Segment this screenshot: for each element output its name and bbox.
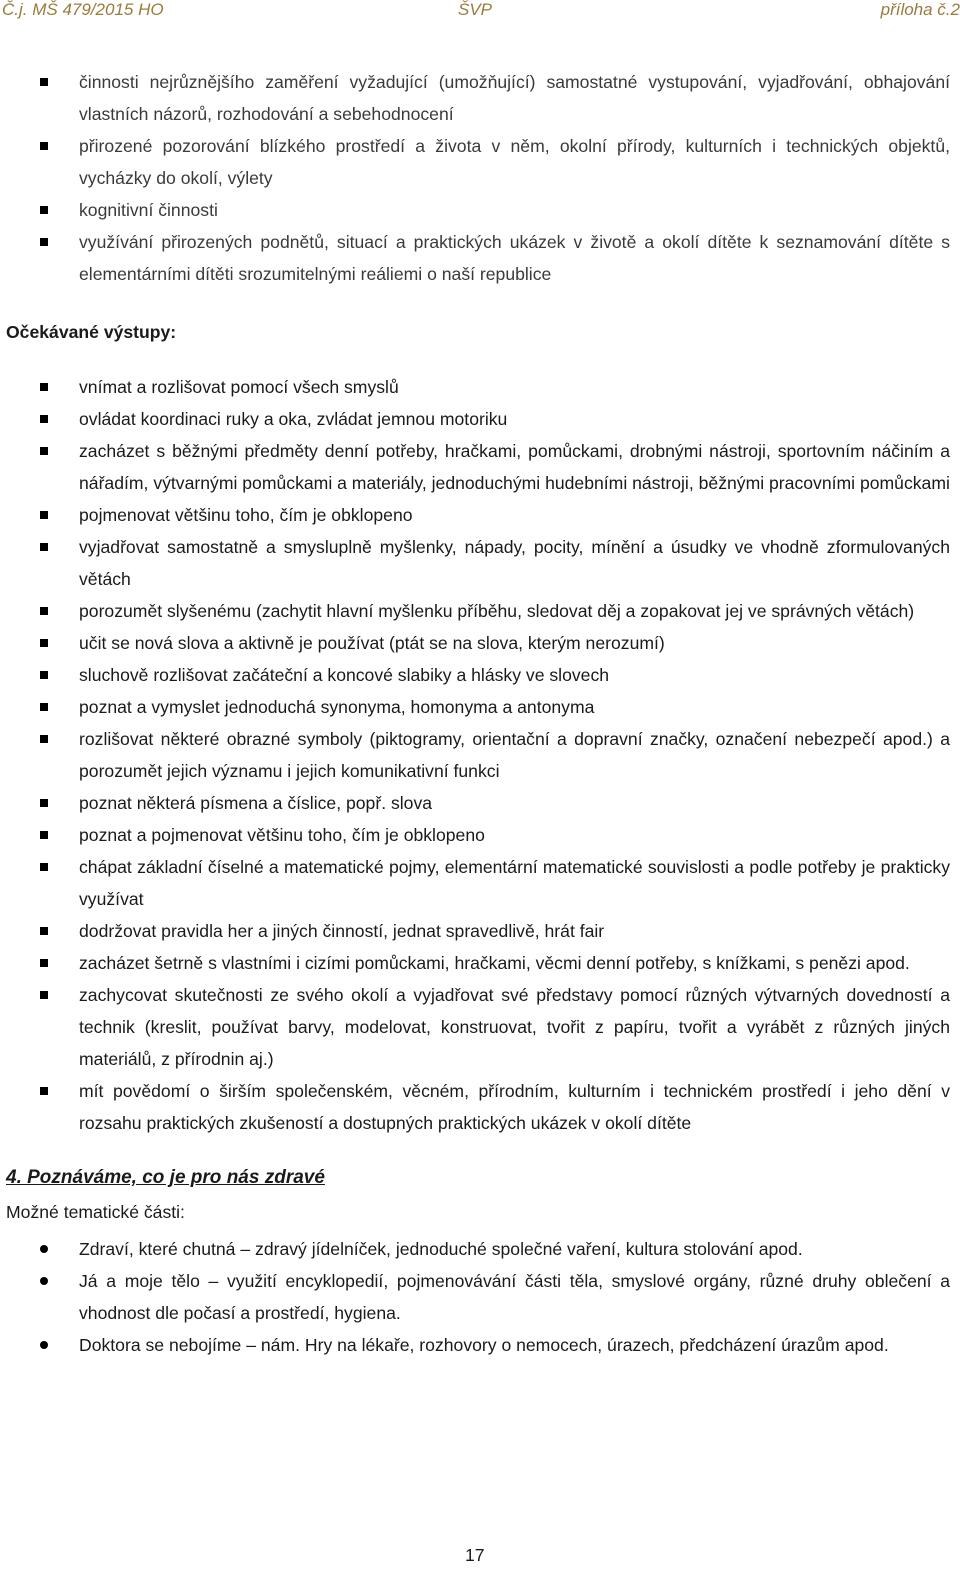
- round-bullet-icon: [40, 1277, 48, 1285]
- list-item: Zdraví, které chutná – zdravý jídelníček, jednoduché společné vaření, kultura stolování apod.: [0, 1233, 950, 1265]
- round-bullet-icon: [40, 1245, 48, 1253]
- square-bullet-icon: [40, 1087, 48, 1095]
- square-bullet-icon: [40, 959, 48, 967]
- list-item: vnímat a rozlišovat pomocí všech smyslů: [0, 371, 950, 403]
- square-bullet-icon: [40, 863, 48, 871]
- square-bullet-icon: [40, 703, 48, 711]
- list-item: mít povědomí o širším společenském, věcném, přírodním, kulturním i technickém prostředí i jeho dění v rozsahu praktických zkušeností a dostupných praktických ukázek v okolí dítěte: [0, 1075, 950, 1139]
- square-bullet-icon: [40, 142, 48, 150]
- list-item: zachycovat skutečnosti ze svého okolí a vyjadřovat své představy pomocí různých výtvarných dovedností a technik (kreslit, používat barvy, modelovat, konstruovat, tvořit z papíru, tvořit a vyrábět z různých jiných materiálů, z přírodnin aj.): [0, 979, 950, 1075]
- square-bullet-icon: [40, 383, 48, 391]
- document-type: ŠVP: [458, 0, 493, 19]
- list-item: Já a moje tělo – využití encyklopedií, pojmenovávání části těla, smyslové orgány, různé druhy oblečení a vhodnost dle počasí a prostředí, hygiena.: [0, 1265, 950, 1329]
- thematic-parts-list: [0, 1233, 950, 1361]
- list-item: kognitivní činnosti: [0, 194, 950, 226]
- list-item: zacházet šetrně s vlastními i cizími pomůckami, hračkami, věcmi denní potřeby, s knížkami, s penězi apod.: [0, 947, 950, 979]
- square-bullet-icon: [40, 799, 48, 807]
- list-item: dodržovat pravidla her a jiných činností, jednat spravedlivě, hrát fair: [0, 915, 950, 947]
- document-reference: Č.j. MŠ 479/2015 HO: [2, 0, 164, 19]
- list-item: sluchově rozlišovat začáteční a koncové slabiky a hlásky ve slovech: [0, 659, 950, 691]
- section-subtitle: Možné tematické části:: [6, 1202, 185, 1222]
- list-item: poznat některá písmena a číslice, popř. slova: [0, 787, 950, 819]
- outcomes-list: [0, 371, 950, 1139]
- square-bullet-icon: [40, 735, 48, 743]
- section-title: 4. Poznáváme, co je pro nás zdravé: [6, 1167, 325, 1188]
- square-bullet-icon: [40, 447, 48, 455]
- list-item: pojmenovat většinu toho, čím je obklopeno: [0, 499, 950, 531]
- list-item: poznat a vymyslet jednoduchá synonyma, homonyma a antonyma: [0, 691, 950, 723]
- list-item: poznat a pojmenovat většinu toho, čím je obklopeno: [0, 819, 950, 851]
- list-item: využívání přirozených podnětů, situací a praktických ukázek v životě a okolí dítěte k seznamování dítěte s elementárními dítěti srozumitelnými reáliemi o naší republice: [0, 226, 950, 290]
- list-item: ovládat koordinaci ruky a oka, zvládat jemnou motoriku: [0, 403, 950, 435]
- list-item: činnosti nejrůznějšího zaměření vyžadující (umožňující) samostatné vystupování, vyjadřování, obhajování vlastních názorů, rozhodování a sebehodnocení: [0, 66, 950, 130]
- list-item: učit se nová slova a aktivně je používat (ptát se na slova, kterým nerozumí): [0, 627, 950, 659]
- square-bullet-icon: [40, 238, 48, 246]
- square-bullet-icon: [40, 78, 48, 86]
- attachment-label: příloha č.2: [880, 0, 960, 19]
- list-item: zacházet s běžnými předměty denní potřeby, hračkami, pomůckami, drobnými nástroji, sportovním náčiním a nářadím, výtvarnými pomůckami a materiály, jednoduchými hudebními nástroji, běžnými pracovními pomůckami: [0, 435, 950, 499]
- list-item: porozumět slyšenému (zachytit hlavní myšlenku příběhu, sledovat děj a zopakovat jej ve správných větách): [0, 595, 950, 627]
- outcomes-heading: Očekávané výstupy:: [6, 322, 177, 342]
- square-bullet-icon: [40, 671, 48, 679]
- list-item: Doktora se nebojíme – nám. Hry na lékaře, rozhovory o nemocech, úrazech, předcházení úrazům apod.: [0, 1329, 950, 1361]
- page-content: [0, 66, 950, 1361]
- page-number: 17: [465, 1545, 485, 1565]
- square-bullet-icon: [40, 927, 48, 935]
- list-item: chápat základní číselné a matematické pojmy, elementární matematické souvislosti a podle potřeby je prakticky využívat: [0, 851, 950, 915]
- activities-list: [0, 66, 950, 290]
- square-bullet-icon: [40, 607, 48, 615]
- list-item: rozlišovat některé obrazné symboly (piktogramy, orientační a dopravní značky, označení nebezpečí apod.) a porozumět jejich významu i jejich komunikativní funkci: [0, 723, 950, 787]
- round-bullet-icon: [40, 1341, 48, 1349]
- square-bullet-icon: [40, 415, 48, 423]
- page-header: [0, 0, 960, 22]
- list-item: vyjadřovat samostatně a smysluplně myšlenky, nápady, pocity, mínění a úsudky ve vhodně zformulovaných větách: [0, 531, 950, 595]
- square-bullet-icon: [40, 206, 48, 214]
- square-bullet-icon: [40, 639, 48, 647]
- square-bullet-icon: [40, 831, 48, 839]
- list-item: přirozené pozorování blízkého prostředí a života v něm, okolní přírody, kulturních i technických objektů, vycházky do okolí, výlety: [0, 130, 950, 194]
- square-bullet-icon: [40, 543, 48, 551]
- square-bullet-icon: [40, 511, 48, 519]
- square-bullet-icon: [40, 991, 48, 999]
